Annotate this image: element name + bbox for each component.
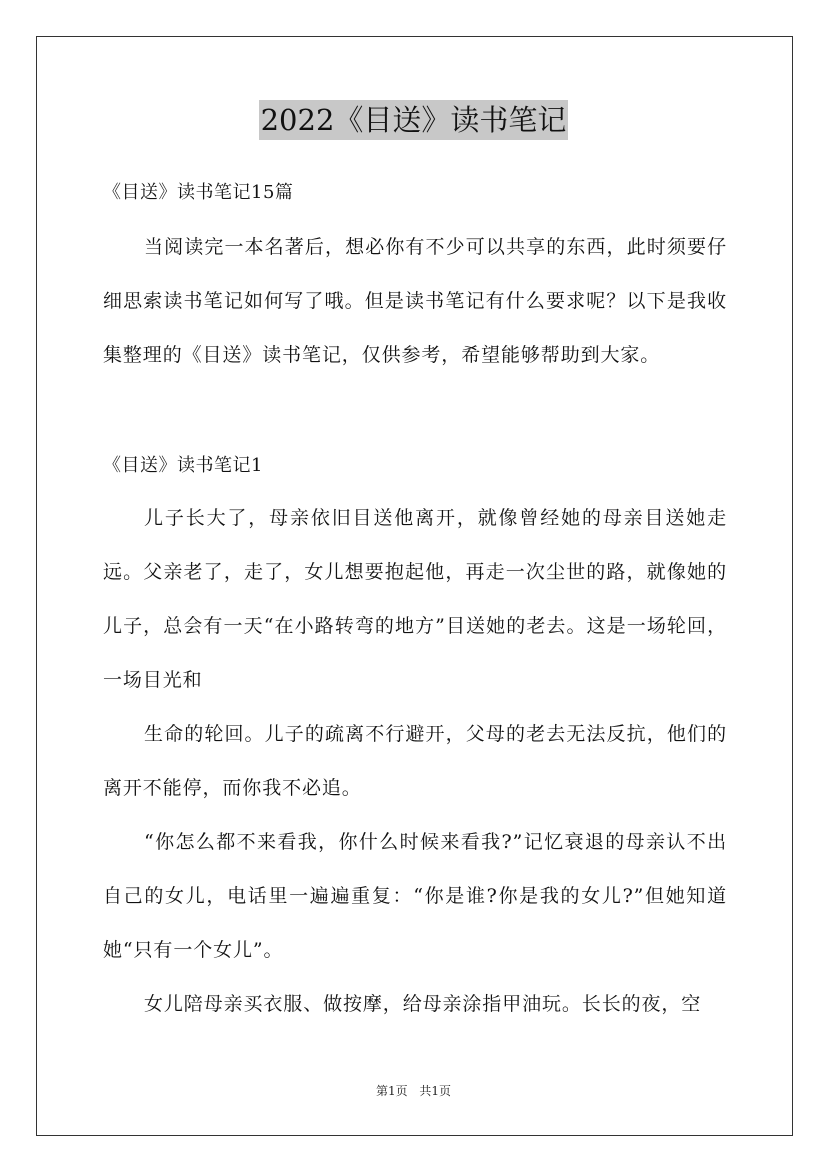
intro-paragraph: 当阅读完一本名著后，想必你有不少可以共享的东西，此时须要仔细思索读书笔记如何写了哦。但是读书笔记有什么要求呢？以下是我收集整理的《目送》读书笔记，仅供参考，希望能够帮助到大家。 <box>103 236 727 366</box>
document-subtitle: 《目送》读书笔记15篇 <box>103 182 294 203</box>
paragraph-1: 儿子长大了，母亲依旧目送他离开，就像曾经她的母亲目送她走远。父亲老了，走了，女儿想要抱起他，再走一次尘世的路，就像她的儿子，总会有一天“在小路转弯的地方”目送她的老去。这是一场轮回，一场目光和 <box>103 507 727 691</box>
paragraph-2: 生命的轮回。儿子的疏离不行避开，父母的老去无法反抗，他们的离开不能停，而你我不必追。 <box>103 723 727 799</box>
section-heading: 《目送》读书笔记1 <box>103 455 263 476</box>
page-footer <box>0 1082 827 1099</box>
paragraph-4: 女儿陪母亲买衣服、做按摩，给母亲涂指甲油玩。长长的夜，空 <box>144 993 702 1015</box>
page-number: 第1页 <box>375 1084 408 1098</box>
total-pages: 共1页 <box>419 1084 452 1098</box>
document-title: 2022《目送》读书笔记 <box>259 100 569 140</box>
paragraph-3: “你怎么都不来看我，你什么时候来看我?”记忆衰退的母亲认不出自己的女儿，电话里一遍遍重复：“你是谁?你是我的女儿?”但她知道她“只有一个女儿”。 <box>103 831 727 961</box>
title-container <box>0 100 827 140</box>
